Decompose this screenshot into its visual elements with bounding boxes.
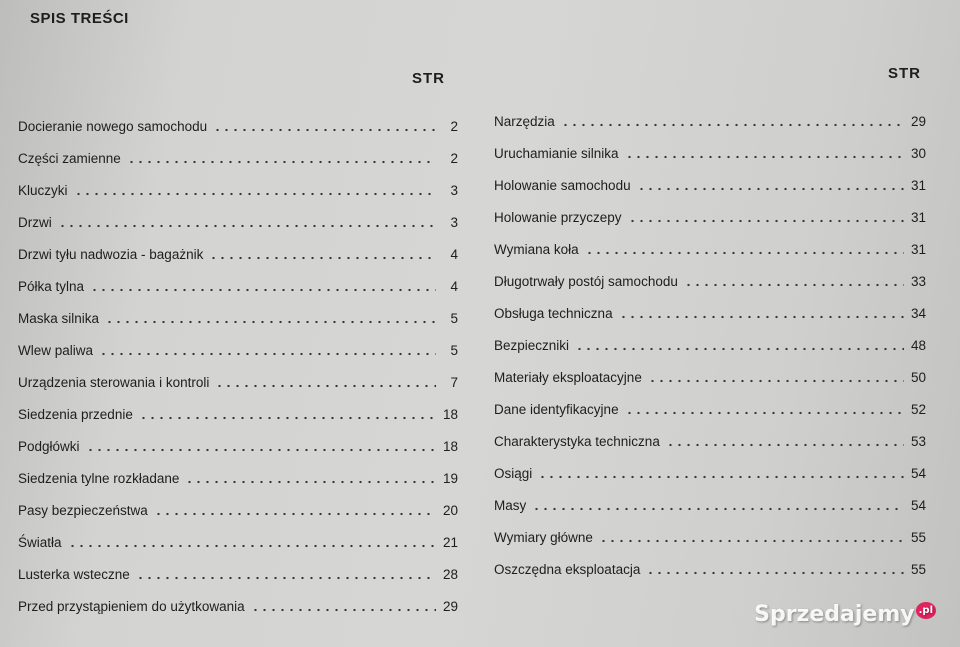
toc-entry-page-number: 3 — [450, 183, 458, 198]
toc-left-column — [18, 103, 458, 615]
dot-leader — [58, 224, 436, 228]
watermark-text: Sprzedajemy — [754, 602, 915, 627]
toc-entry — [18, 135, 458, 167]
toc-entry-page-number: 54 — [910, 498, 926, 513]
dot-leader — [105, 320, 436, 324]
toc-entry-title: Wymiary główne — [494, 530, 593, 545]
toc-entry-title: Drzwi tyłu nadwozia - bagażnik — [18, 247, 204, 262]
toc-entry-page-number: 50 — [910, 370, 926, 385]
toc-entry — [494, 418, 926, 450]
dot-leader — [628, 219, 904, 223]
toc-entry-title: Materiały eksploatacyjne — [494, 370, 642, 385]
toc-entry-page-number: 31 — [910, 242, 926, 257]
toc-entry-page-number: 19 — [442, 471, 458, 486]
dot-leader — [648, 379, 904, 383]
toc-entry-title: Oszczędna eksploatacja — [494, 562, 641, 577]
toc-entry-title: Maska silnika — [18, 311, 100, 326]
toc-entry-page-number: 29 — [910, 114, 926, 129]
toc-entry — [18, 551, 458, 583]
toc-entry-page-number: 48 — [910, 338, 926, 353]
dot-leader — [185, 480, 436, 484]
toc-right-column — [494, 98, 926, 578]
toc-entry — [494, 226, 926, 258]
dot-leader — [585, 251, 904, 255]
toc-entry — [18, 295, 458, 327]
toc-entry — [494, 290, 926, 322]
toc-entry-title: Holowanie przyczepy — [494, 210, 622, 225]
page-title: SPIS TREŚCI — [30, 10, 129, 27]
toc-entry — [494, 258, 926, 290]
toc-entry-page-number: 7 — [450, 375, 458, 390]
toc-entry — [18, 359, 458, 391]
dot-leader — [90, 288, 436, 292]
toc-entry-title: Dane identyfikacyjne — [494, 402, 619, 417]
toc-entry-page-number: 29 — [442, 599, 458, 614]
dot-leader — [154, 512, 436, 516]
toc-entry-title: Narzędzia — [494, 114, 555, 129]
dot-leader — [666, 443, 904, 447]
toc-entry — [494, 514, 926, 546]
right-page-column-header: STR — [888, 65, 921, 82]
toc-entry-title: Światła — [18, 535, 62, 550]
dot-leader — [646, 571, 904, 575]
toc-entry-page-number: 5 — [450, 343, 458, 358]
dot-leader — [215, 384, 436, 388]
toc-entry — [18, 391, 458, 423]
dot-leader — [127, 160, 436, 164]
toc-entry-title: Wlew paliwa — [18, 343, 94, 358]
toc-entry-page-number: 54 — [910, 466, 926, 481]
toc-entry-title: Osiągi — [494, 466, 533, 481]
toc-entry-page-number: 30 — [910, 146, 926, 161]
toc-entry-page-number: 2 — [450, 151, 458, 166]
toc-entry-title: Długotrwały postój samochodu — [494, 274, 678, 289]
toc-entry — [494, 194, 926, 226]
toc-entry-page-number: 55 — [910, 562, 926, 577]
toc-entry-title: Masy — [494, 498, 527, 513]
toc-entry — [494, 322, 926, 354]
toc-entry-title: Holowanie samochodu — [494, 178, 631, 193]
toc-entry-title: Bezpieczniki — [494, 338, 570, 353]
toc-entry — [18, 167, 458, 199]
toc-entry — [18, 327, 458, 359]
dot-leader — [561, 123, 904, 127]
toc-entry-title: Urządzenia sterowania i kontroli — [18, 375, 210, 390]
toc-entry — [18, 455, 458, 487]
toc-entry — [494, 482, 926, 514]
dot-leader — [532, 507, 904, 511]
toc-entry-page-number: 31 — [910, 210, 926, 225]
dot-leader — [136, 576, 436, 580]
toc-entry-title: Kluczyki — [18, 183, 68, 198]
toc-entry — [494, 354, 926, 386]
dot-leader — [74, 192, 436, 196]
toc-entry-page-number: 21 — [442, 535, 458, 550]
toc-entry — [494, 162, 926, 194]
toc-entry-page-number: 33 — [910, 274, 926, 289]
toc-entry-page-number: 53 — [910, 434, 926, 449]
dot-leader — [213, 128, 436, 132]
toc-entry-title: Siedzenia przednie — [18, 407, 133, 422]
toc-entry-title: Lusterka wsteczne — [18, 567, 130, 582]
toc-entry-title: Siedzenia tylne rozkładane — [18, 471, 180, 486]
toc-entry-title: Drzwi — [18, 215, 52, 230]
dot-leader — [637, 187, 904, 191]
toc-entry-page-number: 4 — [450, 247, 458, 262]
toc-entry-title: Przed przystąpieniem do użytkowania — [18, 599, 245, 614]
dot-leader — [625, 155, 904, 159]
toc-entry-title: Uruchamianie silnika — [494, 146, 619, 161]
toc-entry-title: Podgłówki — [18, 439, 80, 454]
dot-leader — [575, 347, 904, 351]
toc-entry — [18, 487, 458, 519]
dot-leader — [209, 256, 436, 260]
toc-entry-page-number: 28 — [442, 567, 458, 582]
toc-entry-page-number: 20 — [442, 503, 458, 518]
toc-entry — [18, 519, 458, 551]
toc-entry — [18, 583, 458, 615]
toc-entry-page-number: 52 — [910, 402, 926, 417]
toc-entry-title: Półka tylna — [18, 279, 85, 294]
toc-entry — [494, 130, 926, 162]
toc-entry-page-number: 55 — [910, 530, 926, 545]
dot-leader — [599, 539, 904, 543]
dot-leader — [619, 315, 904, 319]
dot-leader — [139, 416, 436, 420]
dot-leader — [251, 608, 436, 612]
toc-entry — [494, 450, 926, 482]
dot-leader — [99, 352, 436, 356]
toc-entry-page-number: 31 — [910, 178, 926, 193]
toc-entry-title: Wymiana koła — [494, 242, 579, 257]
toc-entry-page-number: 18 — [442, 439, 458, 454]
toc-entry — [18, 231, 458, 263]
toc-entry-title: Pasy bezpieczeństwa — [18, 503, 148, 518]
toc-entry — [494, 98, 926, 130]
toc-entry-title: Części zamienne — [18, 151, 121, 166]
dot-leader — [625, 411, 904, 415]
toc-entry-title: Docieranie nowego samochodu — [18, 119, 208, 134]
toc-entry-page-number: 2 — [450, 119, 458, 134]
toc-entry — [494, 386, 926, 418]
toc-entry — [18, 423, 458, 455]
dot-leader — [684, 283, 904, 287]
sprzedajemy-watermark — [754, 602, 936, 627]
toc-entry-title: Charakterystyka techniczna — [494, 434, 660, 449]
left-page-column-header: STR — [412, 70, 445, 87]
toc-entry-page-number: 4 — [450, 279, 458, 294]
toc-entry-page-number: 3 — [450, 215, 458, 230]
toc-entry-page-number: 18 — [442, 407, 458, 422]
watermark-suffix: .pl — [916, 602, 936, 619]
toc-entry-page-number: 34 — [910, 306, 926, 321]
toc-entry — [18, 199, 458, 231]
dot-leader — [68, 544, 436, 548]
toc-entry — [18, 263, 458, 295]
toc-entry — [494, 546, 926, 578]
dot-leader — [538, 475, 904, 479]
toc-entry — [18, 103, 458, 135]
dot-leader — [86, 448, 436, 452]
toc-entry-page-number: 5 — [450, 311, 458, 326]
toc-entry-title: Obsługa techniczna — [494, 306, 613, 321]
